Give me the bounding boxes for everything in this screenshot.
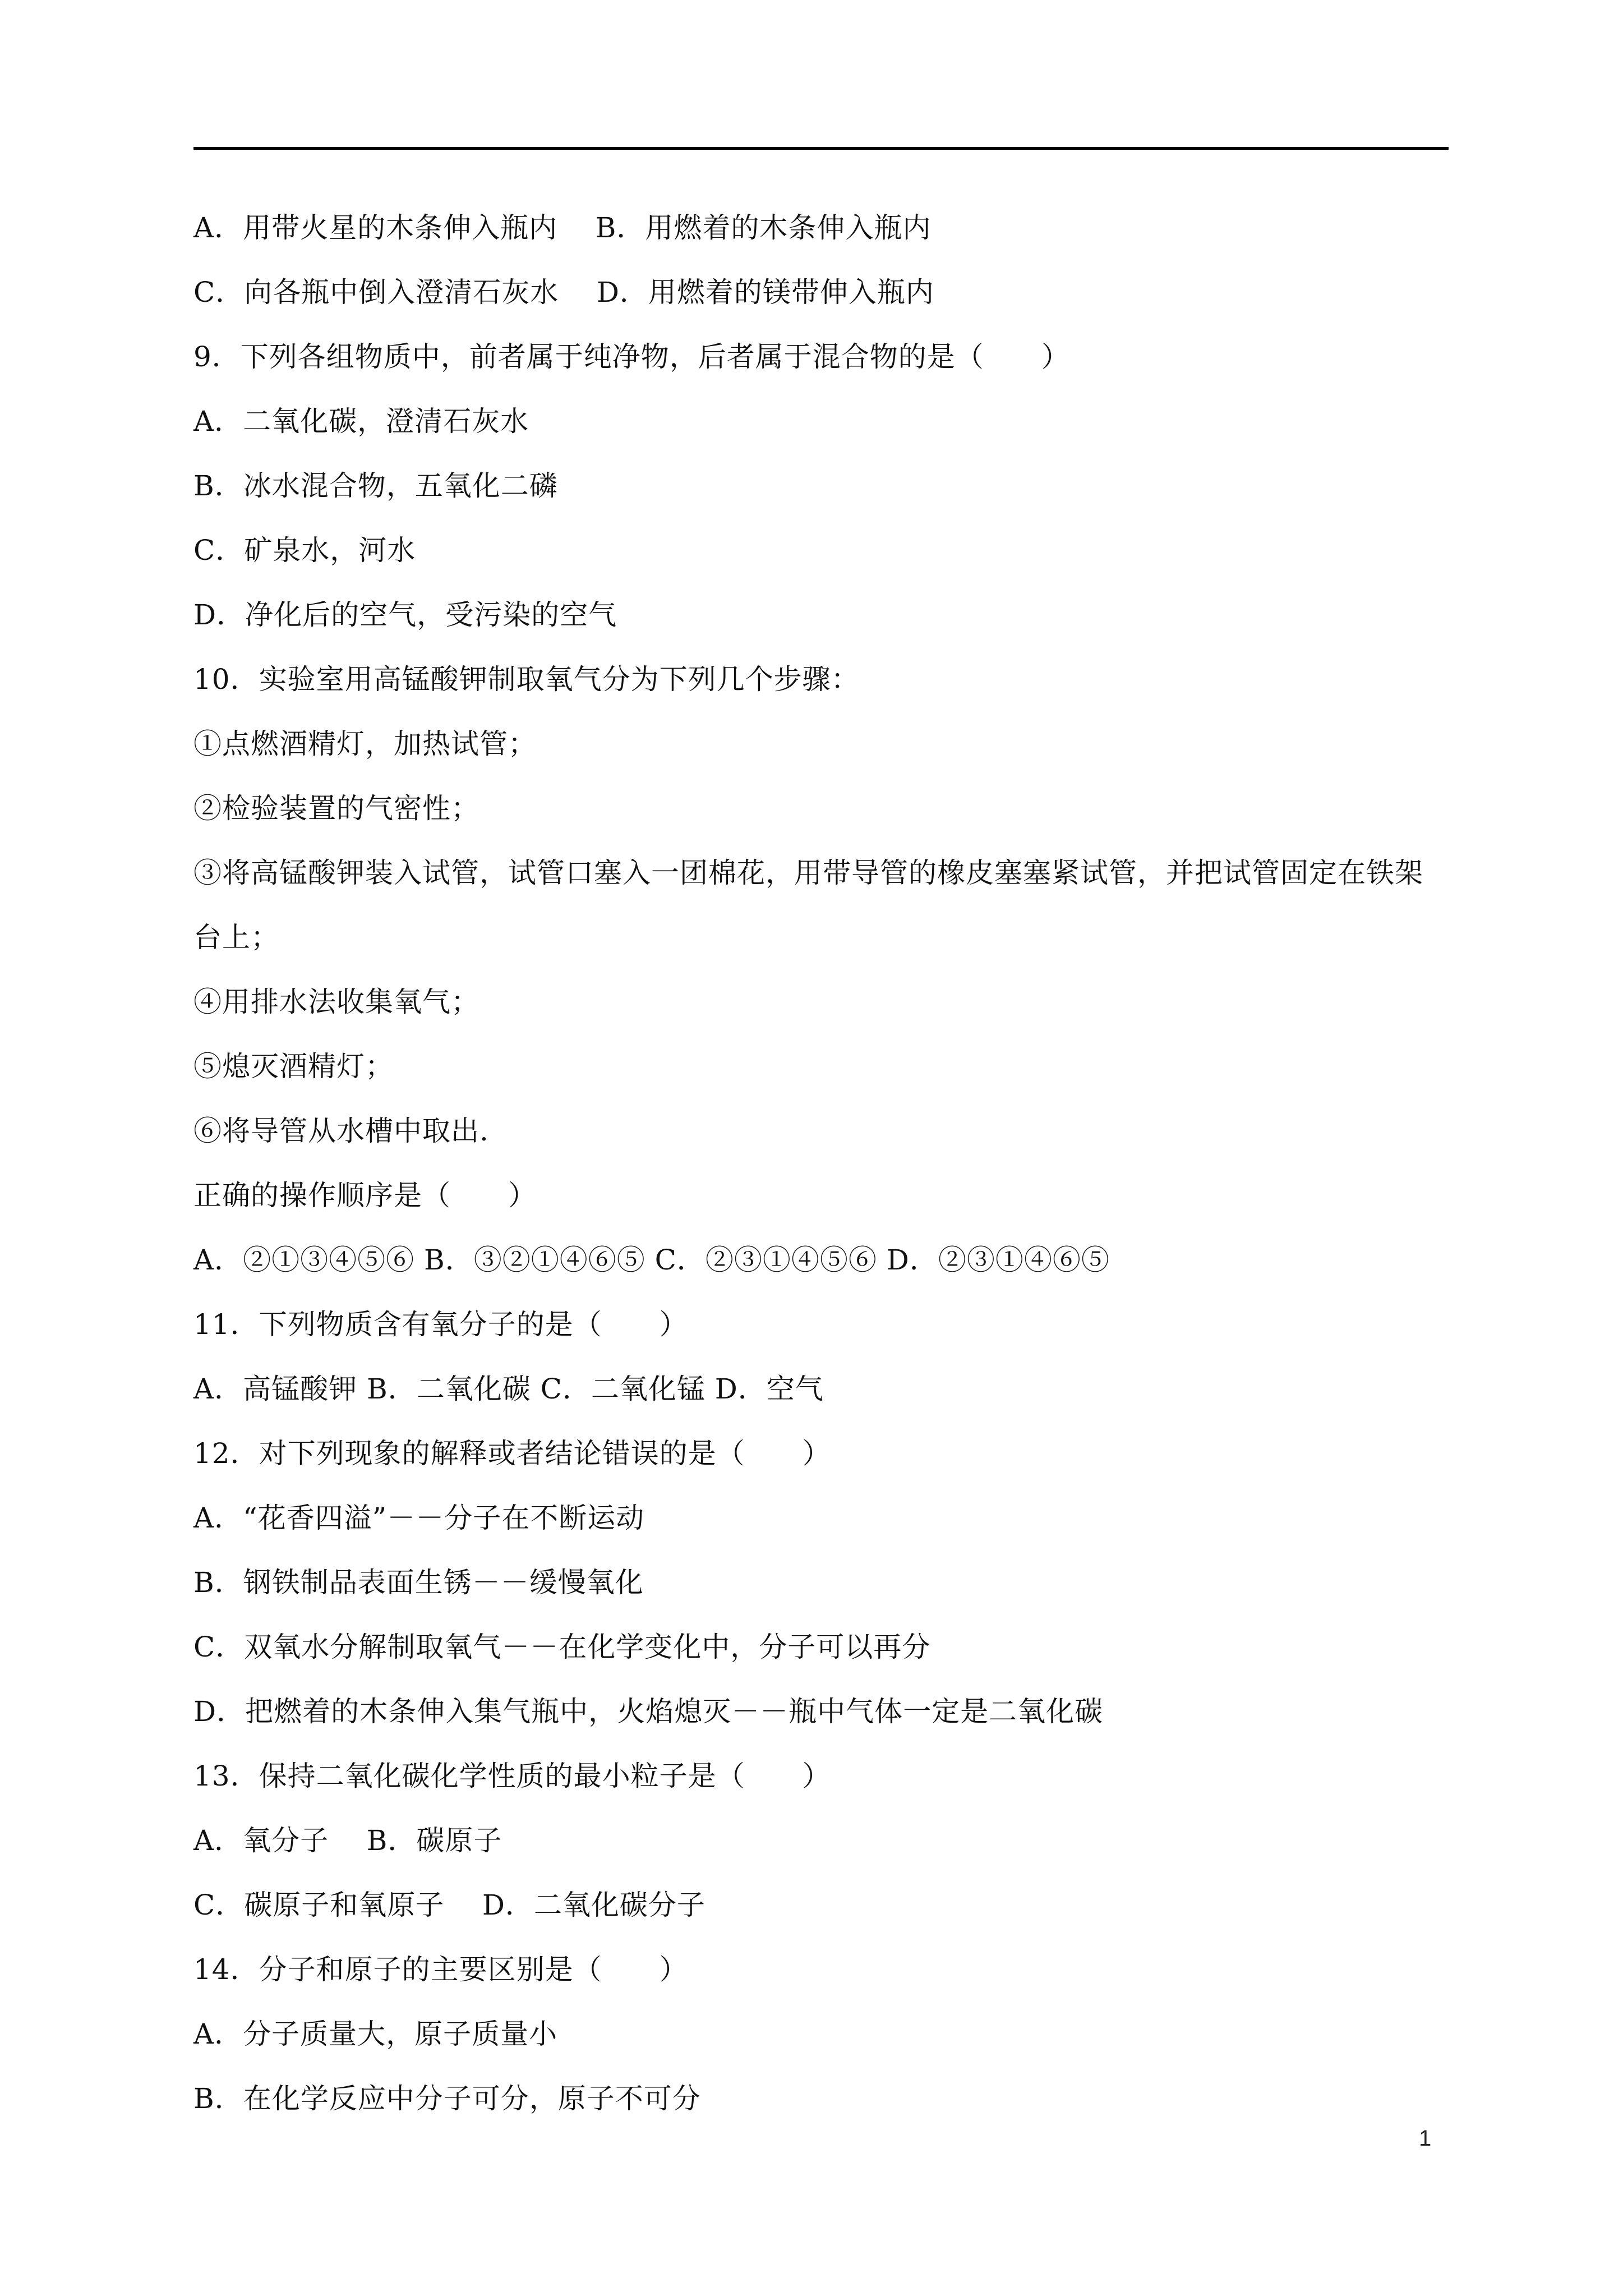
step-line: ①点燃酒精灯，加热试管； xyxy=(193,728,537,760)
option-line: A．“花香四溢”－－分子在不断运动 xyxy=(193,1502,645,1534)
question-11: 11．下列物质含有氧分子的是（ ） xyxy=(193,1308,688,1341)
step-line: ⑤熄灭酒精灯； xyxy=(193,1050,394,1083)
option-line: D．把燃着的木条伸入集气瓶中，火焰熄灭－－瓶中气体一定是二氧化碳 xyxy=(193,1695,1104,1728)
option-line: C．碳原子和氧原子 D．二氧化碳分子 xyxy=(193,1889,706,1921)
question-13: 13．保持二氧化碳化学性质的最小粒子是（ ） xyxy=(193,1760,831,1792)
option-line: A．分子质量大，原子质量小 xyxy=(193,2018,558,2050)
header-rule xyxy=(193,147,1449,150)
option-line: C．矿泉水，河水 xyxy=(193,534,416,567)
question-9: 9．下列各组物质中，前者属于纯净物，后者属于混合物的是（ ） xyxy=(193,341,1070,373)
option-line: C．向各瓶中倒入澄清石灰水 D．用燃着的镁带伸入瓶内 xyxy=(193,276,934,309)
step-line: ②检验装置的气密性； xyxy=(193,792,479,825)
option-line: A．②①③④⑤⑥ B．③②①④⑥⑤ C．②③①④⑤⑥ D．②③①④⑥⑤ xyxy=(193,1244,1110,1276)
option-line: C．双氧水分解制取氧气－－在化学变化中，分子可以再分 xyxy=(193,1631,931,1663)
step-line: ⑥将导管从水槽中取出. xyxy=(193,1115,489,1147)
page-number: 1 xyxy=(1419,2126,1432,2151)
option-line: B．冰水混合物，五氧化二磷 xyxy=(193,470,558,502)
option-line: A．氧分子 B．碳原子 xyxy=(193,1824,502,1857)
question-14: 14．分子和原子的主要区别是（ ） xyxy=(193,1953,688,1986)
option-line: B．钢铁制品表面生锈－－缓慢氧化 xyxy=(193,1566,644,1599)
option-line: A．二氧化碳，澄清石灰水 xyxy=(193,405,529,438)
question-10: 10．实验室用高锰酸钾制取氧气分为下列几个步骤： xyxy=(193,663,860,696)
option-line: A．高锰酸钾 B．二氧化碳 C．二氧化锰 D．空气 xyxy=(193,1373,824,1405)
question-12: 12．对下列现象的解释或者结论错误的是（ ） xyxy=(193,1437,831,1470)
question-prompt: 正确的操作顺序是（ ） xyxy=(193,1179,537,1212)
option-line: A．用带火星的木条伸入瓶内 B．用燃着的木条伸入瓶内 xyxy=(193,211,932,244)
option-line: D．净化后的空气，受污染的空气 xyxy=(193,599,617,631)
step-line: ④用排水法收集氧气； xyxy=(193,986,479,1018)
step-line: ③将高锰酸钾装入试管，试管口塞入一团棉花，用带导管的橡皮塞塞紧试管，并把试管固定在铁架 xyxy=(193,857,1423,889)
option-line: B．在化学反应中分子可分，原子不可分 xyxy=(193,2082,701,2115)
document-body xyxy=(193,202,1449,2137)
step-line: 台上； xyxy=(193,921,279,954)
